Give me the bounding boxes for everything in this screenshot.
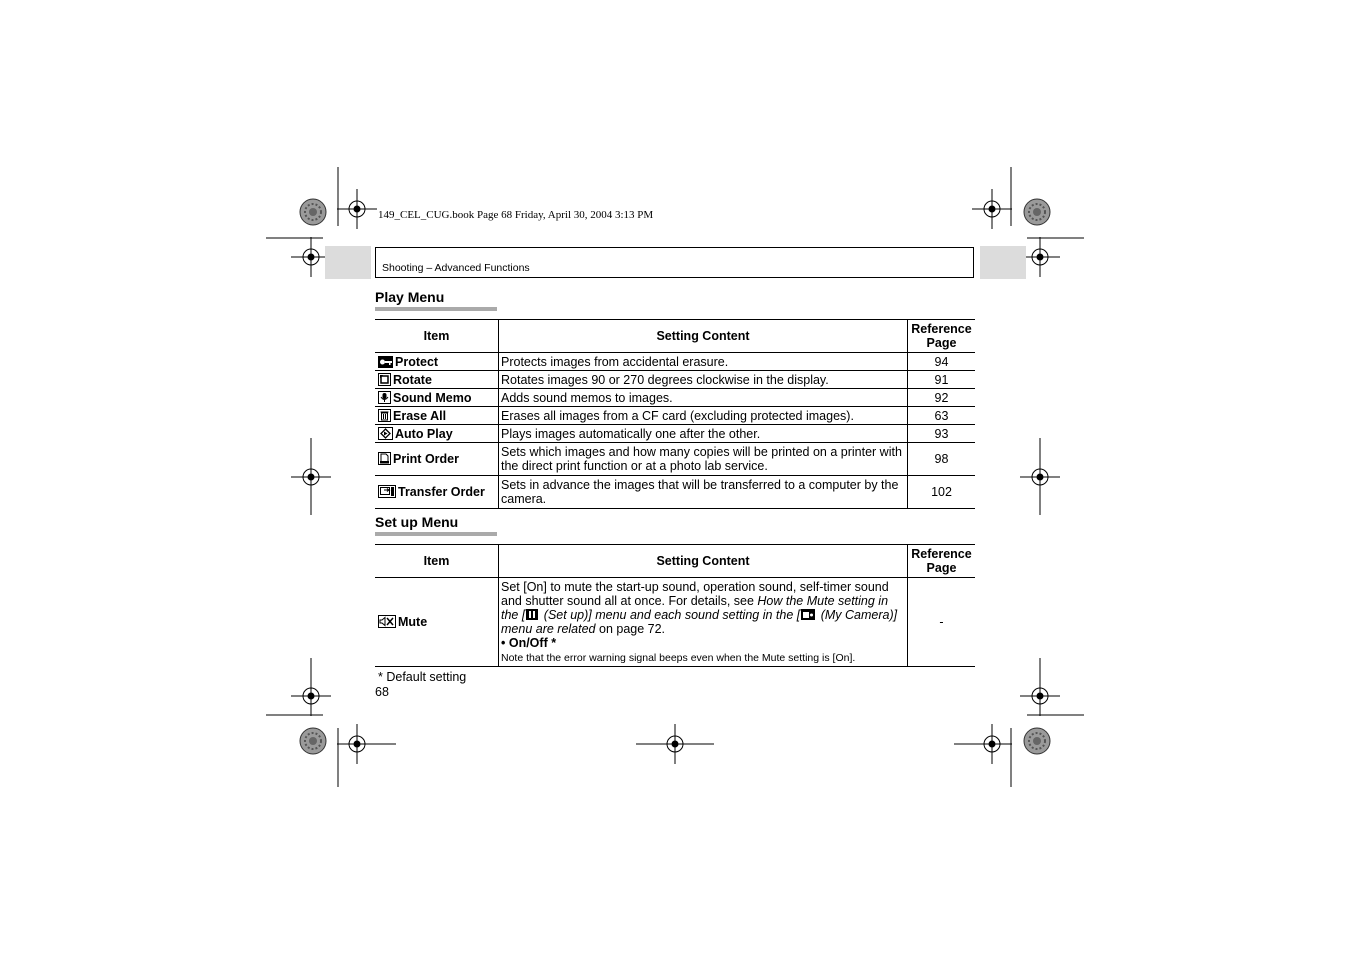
mute-reference-part-b: (Set up)] menu and each sound setting in the [	[540, 607, 801, 622]
content-cell: Rotates images 90 or 270 degrees clockwise in the display.	[499, 371, 908, 389]
ref-cell: 63	[908, 407, 976, 425]
item-cell	[375, 389, 499, 407]
content-cell	[499, 578, 908, 667]
mute-icon	[378, 615, 396, 628]
item-label: Auto Play	[395, 426, 453, 441]
file-info: 149_CEL_CUG.book Page 68 Friday, April 30, 2004 3:13 PM	[378, 209, 654, 221]
header-setting-content: Setting Content	[499, 320, 908, 353]
item-cell	[375, 353, 499, 371]
right-thumb-tab	[980, 246, 1026, 279]
trash-icon	[378, 409, 391, 422]
item-label: Sound Memo	[393, 390, 472, 405]
ref-cell: 94	[908, 353, 976, 371]
ref-cell: -	[908, 578, 976, 667]
ref-cell: 92	[908, 389, 976, 407]
content-cell: Sets in advance the images that will be transferred to a computer by the camera.	[499, 476, 908, 509]
header-reference-page	[908, 545, 976, 578]
item-cell	[375, 578, 499, 667]
play-menu-title: Play Menu	[375, 289, 445, 305]
item-label: Print Order	[393, 452, 459, 466]
ref-cell: 91	[908, 371, 976, 389]
play-menu-table	[375, 319, 975, 509]
rotate-icon	[378, 373, 391, 386]
table-header	[375, 545, 975, 578]
mute-option: • On/Off *	[501, 635, 557, 650]
setup-icon	[526, 609, 538, 620]
table-row	[375, 407, 975, 425]
header-item: Item	[375, 320, 499, 353]
item-label: Rotate	[393, 372, 432, 387]
setup-menu-title: Set up Menu	[375, 514, 459, 530]
table-row	[375, 476, 975, 509]
auto-play-icon	[378, 427, 393, 440]
item-cell	[375, 407, 499, 425]
item-label: Erase All	[393, 408, 447, 423]
header-reference-label: Reference Page	[911, 547, 972, 575]
item-label: Mute	[398, 615, 428, 629]
table-row	[375, 371, 975, 389]
ref-cell: 102	[908, 476, 976, 509]
left-thumb-tab	[325, 246, 371, 279]
content-cell: Plays images automatically one after the other.	[499, 425, 908, 443]
item-label: Protect	[395, 354, 439, 369]
mute-reference-part-a: How the Mute setting in the [	[501, 593, 889, 622]
item-cell	[375, 443, 499, 476]
table-row	[375, 578, 975, 667]
page-number: 68	[375, 685, 389, 699]
chapter-title: Shooting – Advanced Functions	[382, 262, 530, 274]
print-order-icon	[378, 452, 391, 465]
table-row	[375, 353, 975, 371]
microphone-icon	[378, 391, 391, 404]
content-cell: Erases all images from a CF card (excluding protected images).	[499, 407, 908, 425]
mute-description: Set [On] to mute the start-up sound, operation sound, self-timer sound and shutter sound all at once. For details, see	[501, 579, 889, 608]
table-row	[375, 389, 975, 407]
item-cell	[375, 476, 499, 509]
table-header	[375, 320, 975, 353]
item-label: Transfer Order	[398, 485, 485, 499]
mute-note: Note that the error warning signal beeps even when the Mute setting is [On].	[501, 651, 856, 664]
item-cell	[375, 371, 499, 389]
footnote: * Default setting	[378, 670, 467, 684]
header-reference-label: Reference Page	[911, 322, 972, 350]
play-menu-underline	[375, 307, 497, 311]
mute-reference-part-c: (My Camera)] menu are related	[501, 607, 898, 636]
item-cell	[375, 425, 499, 443]
header-reference-page	[908, 320, 976, 353]
setup-menu-table	[375, 544, 975, 667]
content-cell: Sets which images and how many copies will be printed on a printer with the direct print function or at a photo lab service.	[499, 443, 908, 476]
ref-cell: 98	[908, 443, 976, 476]
header-setting-content: Setting Content	[499, 545, 908, 578]
table-row	[375, 425, 975, 443]
content-cell: Adds sound memos to images.	[499, 389, 908, 407]
setup-menu-underline	[375, 532, 497, 536]
header-item: Item	[375, 545, 499, 578]
mute-reference-page: on page 72.	[595, 621, 666, 636]
protect-icon	[378, 356, 393, 368]
chapter-header	[375, 247, 974, 278]
transfer-order-icon	[378, 485, 396, 498]
table-row	[375, 443, 975, 476]
my-camera-icon	[801, 609, 815, 620]
content-cell: Protects images from accidental erasure.	[499, 353, 908, 371]
ref-cell: 93	[908, 425, 976, 443]
